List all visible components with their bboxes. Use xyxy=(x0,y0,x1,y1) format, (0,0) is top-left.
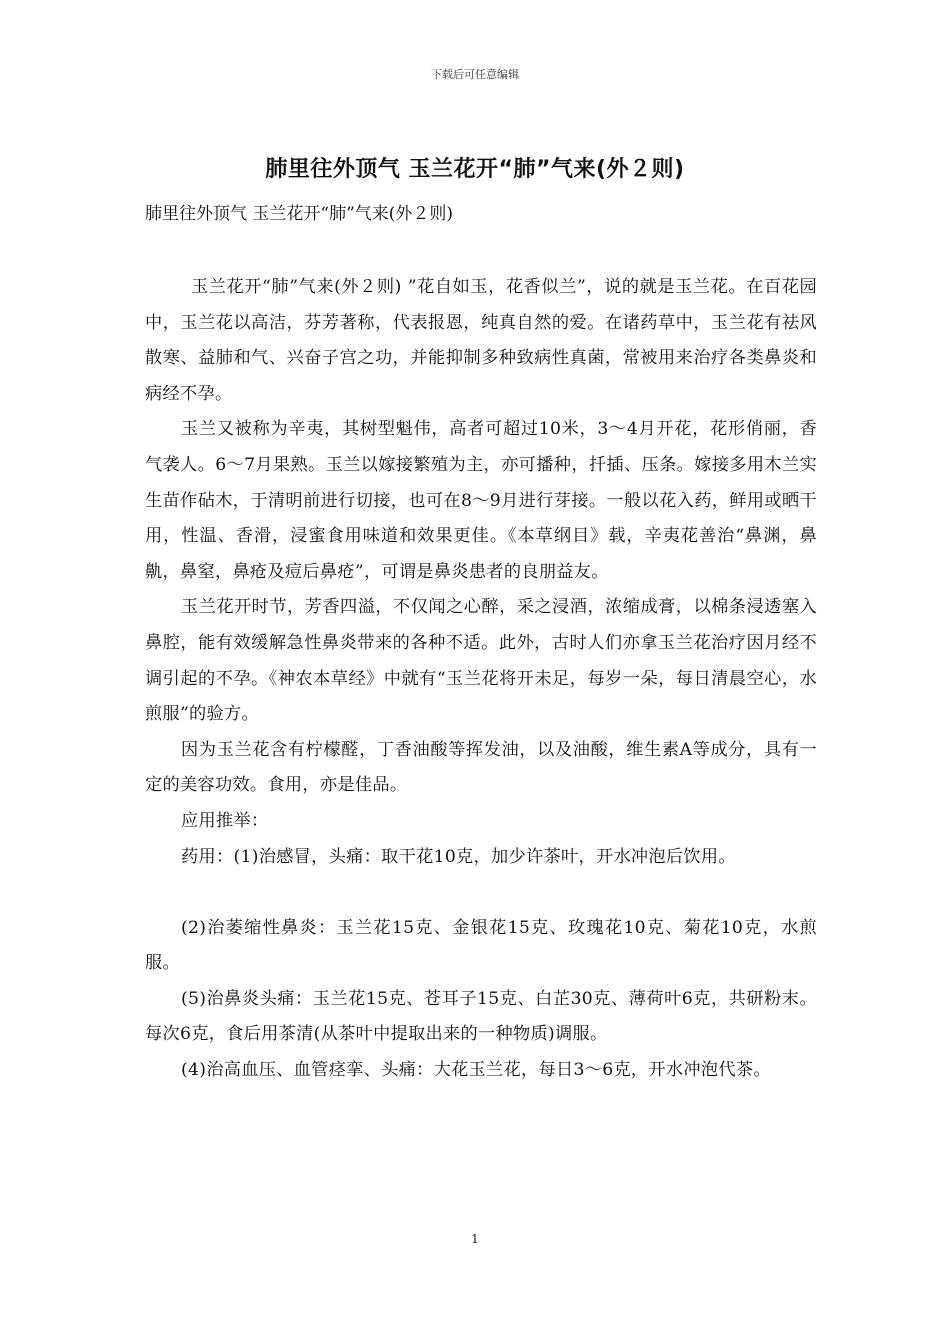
paragraph-intro: 玉兰花开“肺”气来(外２则) ”花自如玉，花香似兰”，说的就是玉兰花。在百花园中，玉兰花以高洁，芬芳著称，代表报恩，纯真自然的爱。在诸药草中，玉兰花有祛风散寒、益肺和气、兴奋子宫之功，并能抑制多种致病性真菌，常被用来治疗各类鼻炎和病经不孕。 xyxy=(145,277,817,404)
paragraph-remedy-2: (2)治萎缩性鼻炎：玉兰花15克、金银花15克、玫瑰花10克、菊花10克，水煎服。 xyxy=(145,917,817,974)
header-note: 下载后可任意编辑 xyxy=(431,68,519,81)
document-body xyxy=(145,270,817,1089)
paragraph-remedy-4: (4)治高血压、血管痉挛、头痛：大花玉兰花，每日3～6克，开水冲泡代茶。 xyxy=(181,1060,771,1081)
paragraph-beauty: 因为玉兰花含有柠檬醛，丁香油酸等挥发油，以及油酸，维生素A等成分，具有一定的美容功效。食用，亦是佳品。 xyxy=(145,739,817,796)
page-number: 1 xyxy=(471,1232,479,1246)
paragraph-remedy-1: 药用：(1)治感冒，头痛：取干花10克，加少许茶叶，开水冲泡后饮用。 xyxy=(181,846,736,867)
paragraph-applications-heading: 应用推举： xyxy=(181,810,269,831)
document-subtitle: 肺里往外顶气 玉兰花开“肺”气来(外２则) xyxy=(145,204,454,224)
paragraph-blooming: 玉兰花开时节，芳香四溢，不仅闻之心醉，采之浸酒，浓缩成膏，以棉条浸透塞入鼻腔，能有效缓解急性鼻炎带来的各种不适。此外，古时人们亦拿玉兰花治疗因月经不调引起的不孕。《神农本草经》中就有“玉兰花将开未足，每岁一朵，每日清晨空心，水煎服”的验方。 xyxy=(145,597,817,725)
paragraph-remedy-5: (5)治鼻炎头痛：玉兰花15克、苍耳子15克、白芷30克、薄荷叶6克，共研粉末。每次6克，食后用茶清(从茶叶中提取出来的一种物质)调服。 xyxy=(145,988,817,1045)
paragraph-description: 玉兰又被称为辛夷，其树型魁伟，高者可超过10米，3～4月开花，花形俏丽，香气袭人。6～7月果熟。玉兰以嫁接繁殖为主，亦可播种，扦插、压条。嫁接多用木兰实生苗作砧木，于清明前进行切接，也可在8～9月进行芽接。一般以花入药，鲜用或晒干用，性温、香滑，浸蜜食用味道和效果更佳。《本草纲目》载，辛夷花善治“鼻渊，鼻鼽，鼻窒，鼻疮及痘后鼻疮”，可谓是鼻炎患者的良朋益友。 xyxy=(145,419,817,582)
document-title: 肺里往外顶气 玉兰花开“肺”气来(外２则) xyxy=(265,157,685,182)
